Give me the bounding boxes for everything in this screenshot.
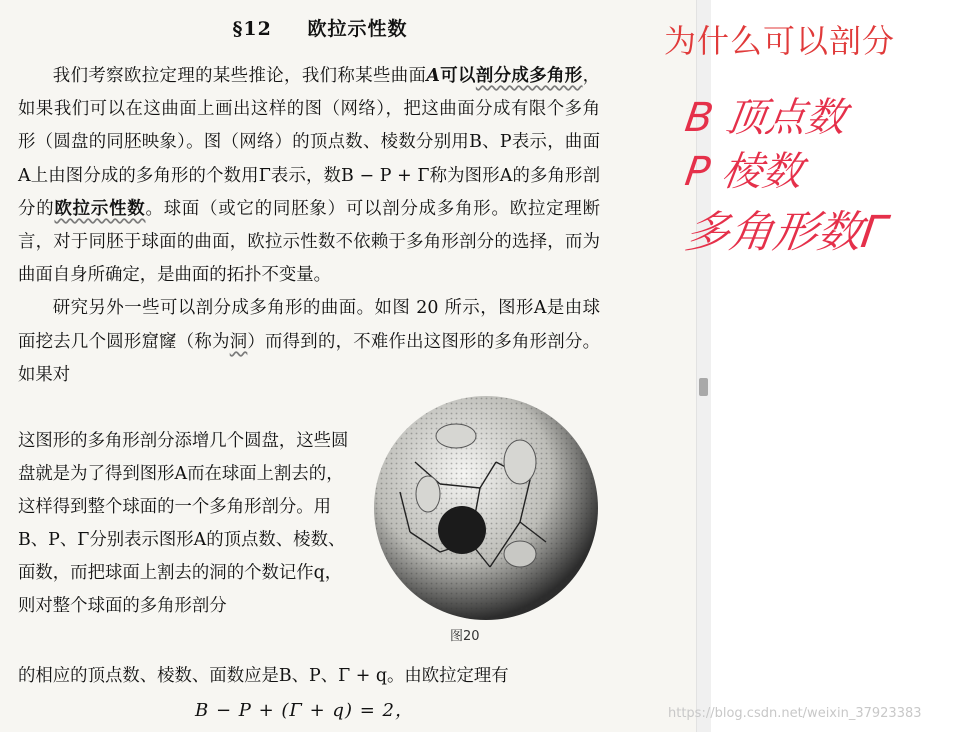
section-heading xyxy=(0,14,640,41)
paragraph-2-middle: 这图形的多角形剖分添增几个圆盘，这些圆盘就是为了得到图形A而在球面上割去的，这样得到整个球面的一个多角形剖分。用B、P、Γ分别表示图形A的顶点数、棱数、面数，而把球面上割去的洞的个数记作q，则对整个球面的多角形剖分 xyxy=(18,431,349,616)
term-euler-characteristic: 欧拉示性数 xyxy=(54,198,146,219)
section-number: §12 xyxy=(232,18,272,40)
section-title: 欧拉示性数 xyxy=(307,18,408,40)
body-text-wide xyxy=(18,60,600,392)
hole-right xyxy=(504,440,536,484)
paragraph-2-end: 的相应的顶点数、棱数、面数应是B、P、Γ + q。由欧拉定理有 xyxy=(18,666,509,686)
body-text-narrow xyxy=(18,425,358,623)
var-a: A xyxy=(426,66,440,86)
hole-lower-right xyxy=(504,541,536,567)
watermark: https://blog.csdn.net/weixin_37923383 xyxy=(668,706,922,721)
figure-caption: 图20 xyxy=(450,629,480,644)
hole-left xyxy=(416,476,440,512)
hole-front xyxy=(438,506,486,554)
paragraph-1: 我们考察欧拉定理的某些推论，我们称某些曲面A可以剖分成多角形，如果我们可以在这曲面上画出这样的图（网络），把这曲面分成有限个多角形（圆盘的同胚映象）。图（网络）的顶点数、棱数分别用B、P表示，曲面A上由图分成的多角形的个数用Γ表示，数B − P + Γ称为图形A的多角形剖分的欧拉示性数。球面（或它的同胚象）可以剖分成多角形。欧拉定理断言，对于同胚于球面的曲面，欧拉示性数不依赖于多角形剖分的选择，而为曲面自身所确定，是曲面的拓扑不变量。 xyxy=(18,66,600,286)
annotation-edges: P 棱数 xyxy=(682,149,806,195)
term-hole: 洞 xyxy=(229,331,248,352)
term-polygon-subdivision: 剖分成多角形 xyxy=(475,66,583,86)
annotation-faces: 多角形数Γ xyxy=(681,207,890,258)
annotation-vertices: B 顶点数 xyxy=(682,95,849,141)
annotation-question: 为什么可以剖分 xyxy=(664,22,896,60)
scrollbar-thumb[interactable] xyxy=(699,378,708,396)
figure-sphere-with-holes xyxy=(370,392,602,624)
euler-formula: B − P + (Γ + q) = 2， xyxy=(195,700,414,721)
hole-top xyxy=(436,424,476,448)
paragraph-2-start: 研究另外一些可以剖分成多角形的曲面。如图 20 所示，图形A是由球面挖去几个圆形窟窿（称为洞）而得到的，不难作出这图形的多角形剖分。如果对 xyxy=(18,298,600,385)
